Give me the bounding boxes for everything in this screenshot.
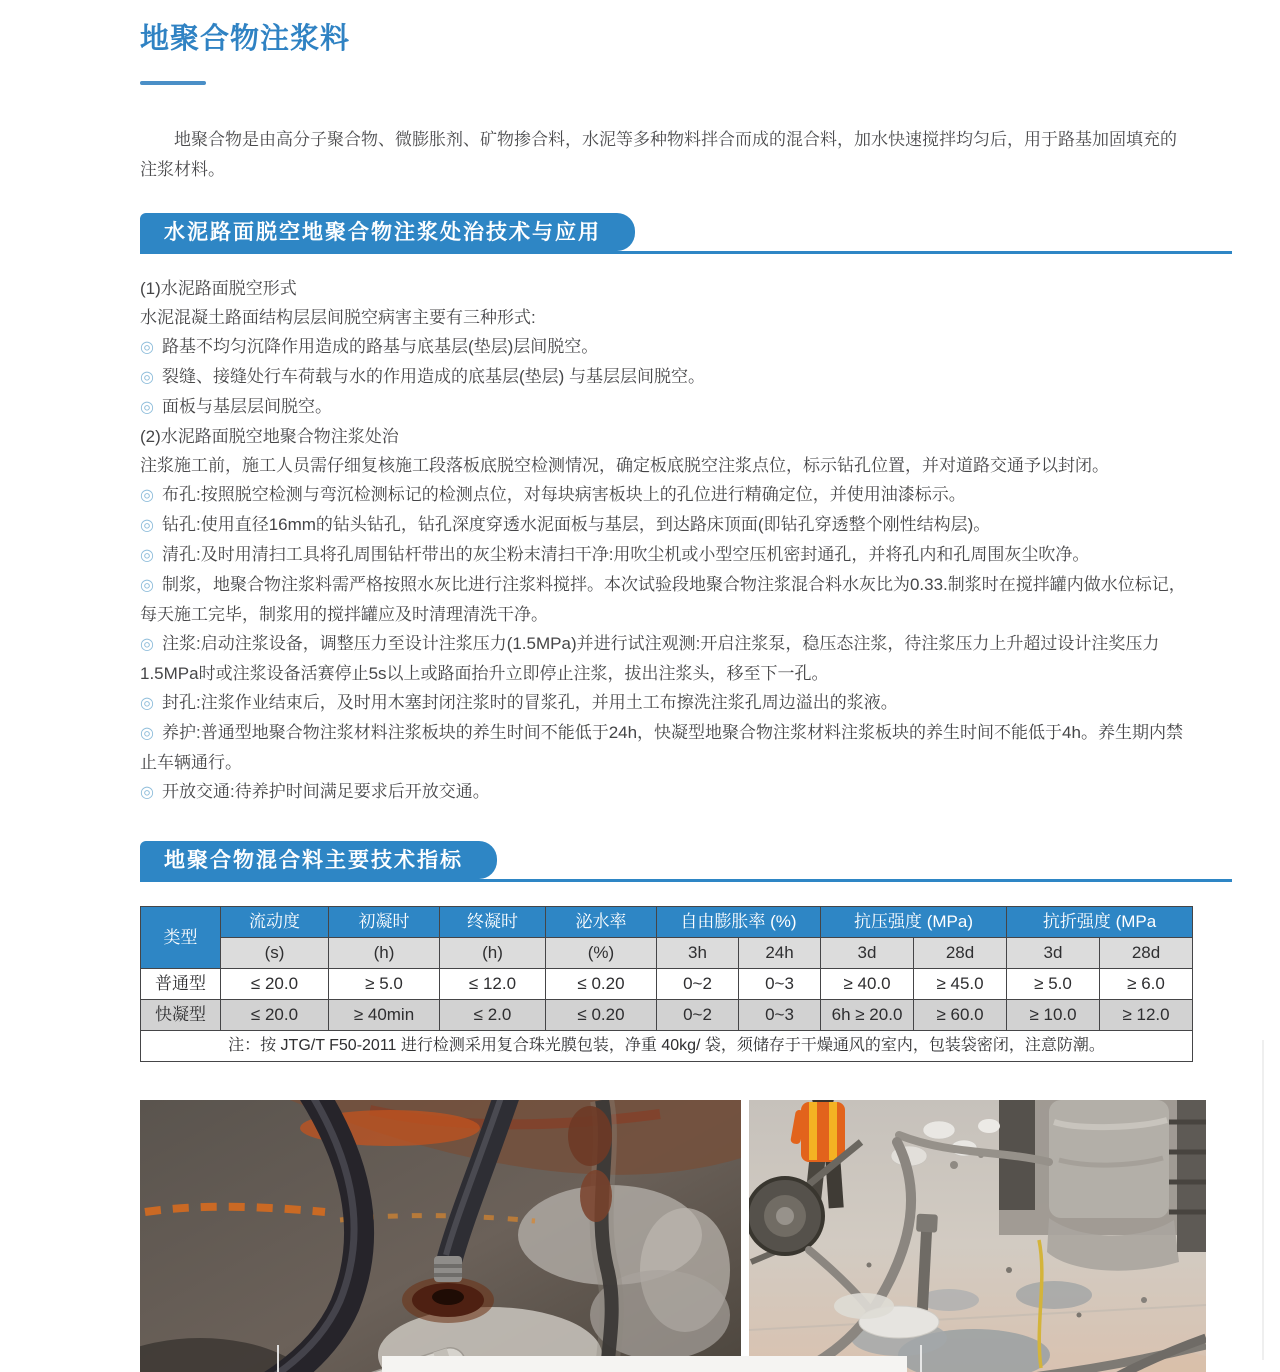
col-subheader: 28d xyxy=(1100,938,1193,969)
col-subheader: 28d xyxy=(914,938,1007,969)
body-paragraph xyxy=(140,629,1192,688)
cell: ≥ 12.0 xyxy=(1100,1000,1193,1031)
ring-bullet-icon: ◎ xyxy=(140,399,154,416)
table-subheader-row xyxy=(141,938,1193,969)
paragraph-text: 养护:普通型地聚合物注浆材料注浆板块的养生时间不能低于24h，快凝型地聚合物注浆材料注浆板块的养生时间不能低于4h。养生期内禁止车辆通行。 xyxy=(140,723,1183,772)
col-subheader: 24h xyxy=(739,938,821,969)
photo-grout-injection-port-art xyxy=(140,1100,741,1372)
col-header: 抗压强度 (MPa) xyxy=(821,907,1007,938)
cell: ≥ 6.0 xyxy=(1100,969,1193,1000)
photo-grouting-site-art xyxy=(749,1100,1206,1372)
body-paragraph xyxy=(140,451,1192,480)
cell: ≥ 40min xyxy=(329,1000,440,1031)
body-paragraph xyxy=(140,570,1192,629)
photo-row xyxy=(140,1100,1206,1372)
body-paragraph xyxy=(140,303,1192,332)
col-subheader: 3d xyxy=(1007,938,1100,969)
scan-artifact xyxy=(1262,1040,1264,1360)
paragraph-text: 面板与基层层间脱空。 xyxy=(161,397,332,416)
body-paragraph xyxy=(140,392,1192,422)
paragraph-text: 封孔:注浆作业结束后，及时用木塞封闭注浆时的冒浆孔，并用土工布擦洗注浆孔周边溢出的浆液。 xyxy=(161,693,898,712)
ring-bullet-icon: ◎ xyxy=(140,517,154,534)
col-header-type: 类型 xyxy=(141,907,221,969)
cell: ≥ 5.0 xyxy=(1007,969,1100,1000)
paragraph-text: 钻孔:使用直径16mm的钻头钻孔，钻孔深度穿透水泥面板与基层，到达路床顶面(即钻孔穿透整个刚性结构层)。 xyxy=(161,515,991,534)
content-area xyxy=(140,0,1232,1372)
table-note: 注：按 JTG/T F50-2011 进行检测采用复合珠光膜包装，净重 40kg/ 袋，须储存于干燥通风的室内，包装袋密闭，注意防潮。 xyxy=(141,1031,1193,1062)
body-paragraph xyxy=(140,422,1192,451)
cell: ≤ 12.0 xyxy=(440,969,546,1000)
paragraph-text: 水泥混凝土路面结构层层间脱空病害主要有三种形式: xyxy=(140,308,536,327)
table-note-row xyxy=(141,1031,1193,1062)
section1-banner-row xyxy=(140,213,1232,254)
ring-bullet-icon: ◎ xyxy=(140,725,154,742)
col-subheader: (s) xyxy=(221,938,329,969)
table-row xyxy=(141,969,1193,1000)
cell: 0~2 xyxy=(657,1000,739,1031)
paragraph-text: 制浆，地聚合物注浆料需严格按照水灰比进行注浆料搅拌。本次试验段地聚合物注浆混合料水灰比为0.33.制浆时在搅拌罐内做水位标记，每天施工完毕，制浆用的搅拌罐应及时清理清洗干净。 xyxy=(140,575,1186,624)
col-header: 流动度 xyxy=(221,907,329,938)
cell: ≥ 5.0 xyxy=(329,969,440,1000)
paragraph-text: 路基不均匀沉降作用造成的路基与底基层(垫层)层间脱空。 xyxy=(161,337,599,356)
ring-bullet-icon: ◎ xyxy=(140,577,154,594)
table-row xyxy=(141,1000,1193,1031)
scan-artifact xyxy=(920,1345,922,1372)
ring-bullet-icon: ◎ xyxy=(140,695,154,712)
cell: ≤ 20.0 xyxy=(221,1000,329,1031)
paragraph-text: 开放交通:待养护时间满足要求后开放交通。 xyxy=(161,782,490,801)
body-paragraph xyxy=(140,362,1192,392)
paragraph-text: (2)水泥路面脱空地聚合物注浆处治 xyxy=(140,427,399,446)
photo-grout-injection-port xyxy=(140,1100,741,1372)
ring-bullet-icon: ◎ xyxy=(140,784,154,801)
section1-body xyxy=(140,274,1192,807)
paragraph-text: 注浆施工前，施工人员需仔细复核施工段落板底脱空检测情况，确定板底脱空注浆点位，标示钻孔位置，并对道路交通予以封闭。 xyxy=(140,456,1109,475)
ring-bullet-icon: ◎ xyxy=(140,487,154,504)
body-paragraph xyxy=(140,777,1192,807)
paragraph-text: 裂缝、接缝处行车荷载与水的作用造成的底基层(垫层) 与基层层间脱空。 xyxy=(161,367,706,386)
body-paragraph xyxy=(140,540,1192,570)
paragraph-text: 布孔:按照脱空检测与弯沉检测标记的检测点位，对每块病害板块上的孔位进行精确定位，并使用油漆标示。 xyxy=(161,485,966,504)
body-paragraph xyxy=(140,718,1192,777)
col-subheader: 3d xyxy=(821,938,914,969)
cell: ≤ 20.0 xyxy=(221,969,329,1000)
col-header: 抗折强度 (MPa xyxy=(1007,907,1193,938)
body-paragraph xyxy=(140,480,1192,510)
col-subheader: (h) xyxy=(329,938,440,969)
col-header: 自由膨胀率 (%) xyxy=(657,907,821,938)
body-paragraph xyxy=(140,332,1192,362)
cell: 0~3 xyxy=(739,1000,821,1031)
photo-grouting-site xyxy=(749,1100,1206,1372)
row-label: 快凝型 xyxy=(141,1000,221,1031)
body-paragraph xyxy=(140,274,1192,303)
cell: 0~3 xyxy=(739,969,821,1000)
cell: ≥ 60.0 xyxy=(914,1000,1007,1031)
cell: 0~2 xyxy=(657,969,739,1000)
paragraph-text: 清孔:及时用清扫工具将孔周围钻杆带出的灰尘粉末清扫干净:用吹尘机或小型空压机密封通孔，并将孔内和孔周围灰尘吹净。 xyxy=(161,545,1090,564)
col-header: 终凝时 xyxy=(440,907,546,938)
col-header: 初凝时 xyxy=(329,907,440,938)
cell: ≥ 10.0 xyxy=(1007,1000,1100,1031)
body-paragraph xyxy=(140,688,1192,718)
ring-bullet-icon: ◎ xyxy=(140,636,154,653)
section2-banner-row xyxy=(140,841,1232,882)
cell: ≤ 0.20 xyxy=(546,969,657,1000)
ring-bullet-icon: ◎ xyxy=(140,369,154,386)
paragraph-text: (1)水泥路面脱空形式 xyxy=(140,279,297,298)
col-subheader: 3h xyxy=(657,938,739,969)
cell: 6h ≥ 20.0 xyxy=(821,1000,914,1031)
page-title: 地聚合物注浆料 xyxy=(140,23,351,55)
col-subheader: (h) xyxy=(440,938,546,969)
cell: ≤ 0.20 xyxy=(546,1000,657,1031)
section2-banner: 地聚合物混合料主要技术指标 xyxy=(140,841,497,879)
scan-artifact xyxy=(277,1345,279,1372)
cell: ≥ 45.0 xyxy=(914,969,1007,1000)
intro-paragraph: 地聚合物是由高分子聚合物、微膨胀剂、矿物掺合料，水泥等多种物料拌合而成的混合料，加水快速搅拌均匀后，用于路基加固填充的注浆材料。 xyxy=(140,130,1177,179)
scan-artifact xyxy=(382,1356,907,1372)
table-header-row xyxy=(141,907,1193,938)
col-header: 泌水率 xyxy=(546,907,657,938)
paragraph-text: 注浆:启动注浆设备，调整压力至设计注浆压力(1.5MPa)并进行试注观测:开启注浆泵，稳压态注浆，待注浆压力上升超过设计注奖压力1.5MPa时或注浆设备活赛停止5s以上或路面抬升立即停止注浆，拔出注浆头，移至下一孔。 xyxy=(140,634,1160,683)
spec-table xyxy=(140,906,1193,1062)
row-label: 普通型 xyxy=(141,969,221,1000)
col-subheader: (%) xyxy=(546,938,657,969)
cell: ≤ 2.0 xyxy=(440,1000,546,1031)
ring-bullet-icon: ◎ xyxy=(140,339,154,356)
body-paragraph xyxy=(140,510,1192,540)
title-underline xyxy=(140,81,206,85)
ring-bullet-icon: ◎ xyxy=(140,547,154,564)
cell: ≥ 40.0 xyxy=(821,969,914,1000)
section1-banner: 水泥路面脱空地聚合物注浆处治技术与应用 xyxy=(140,213,635,251)
